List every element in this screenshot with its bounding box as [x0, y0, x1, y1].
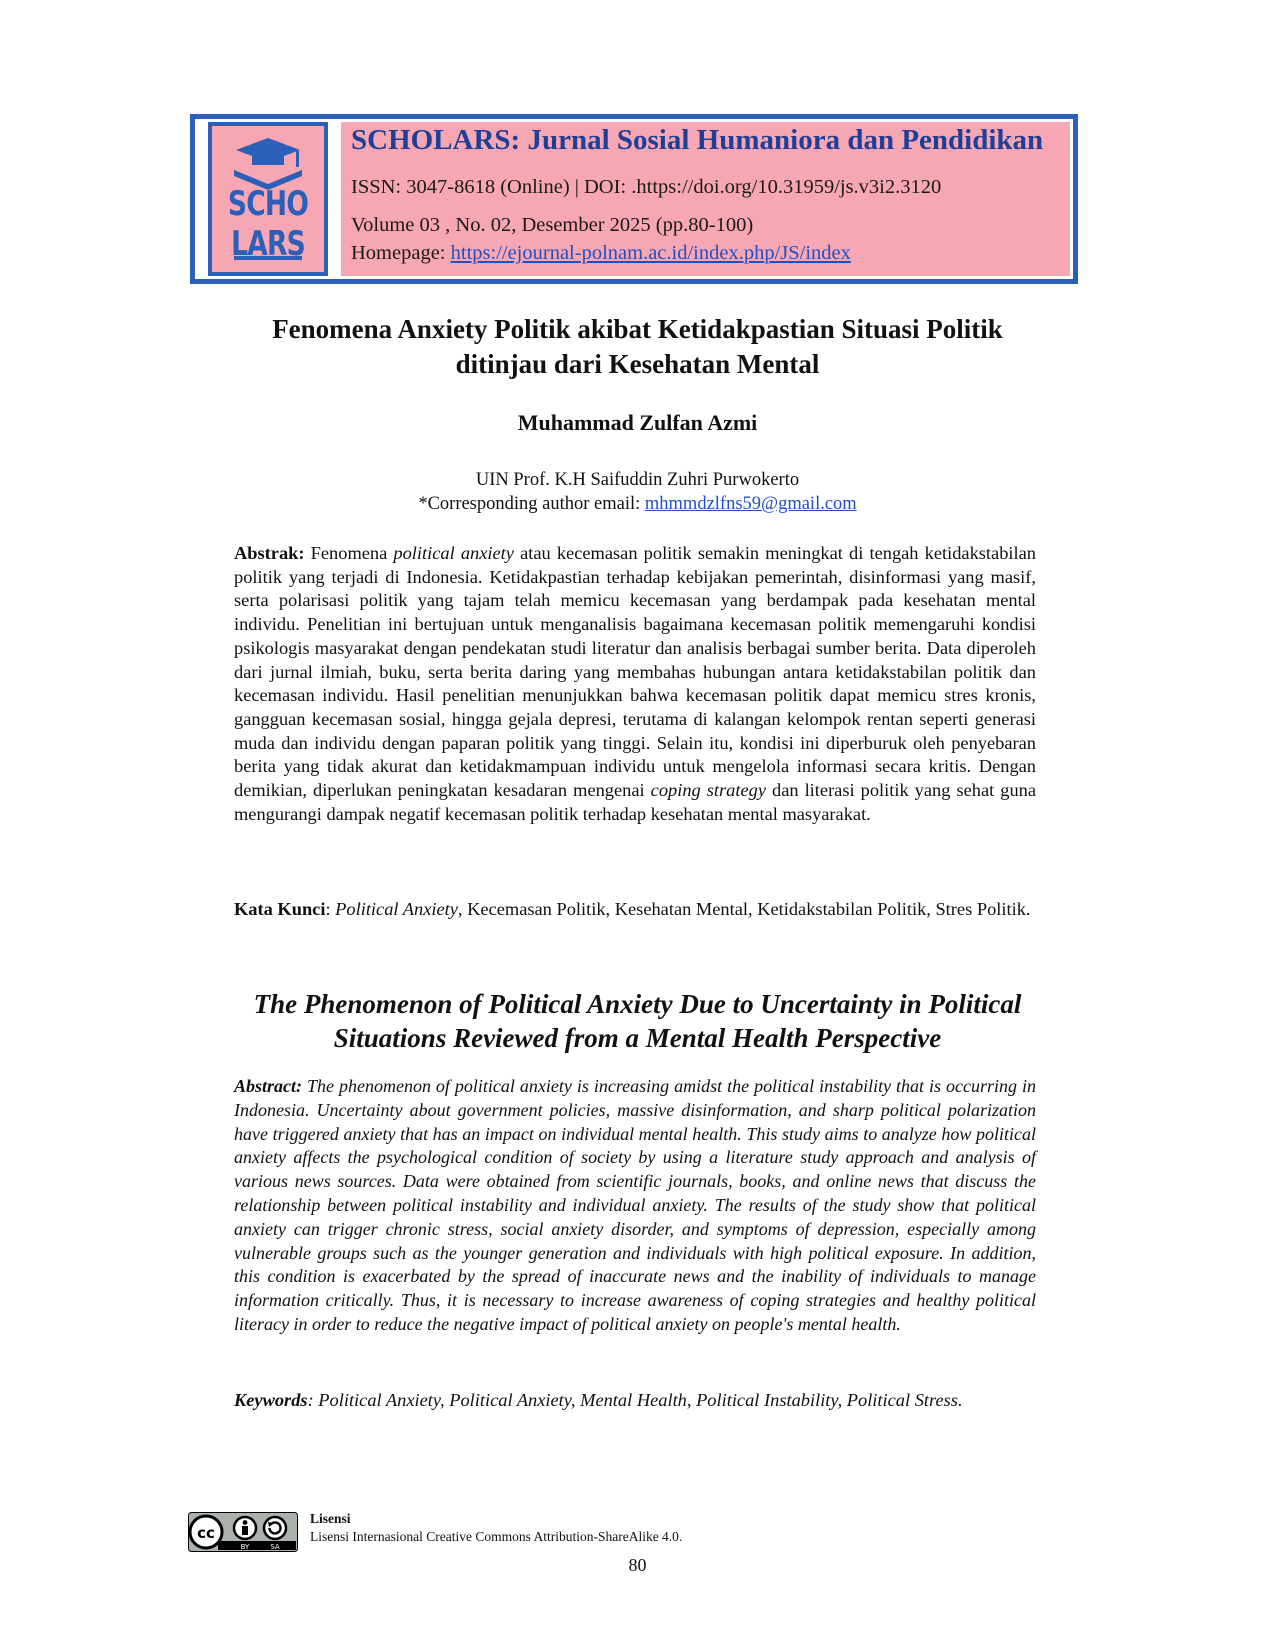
abstrak-italic-2: coping strategy	[650, 780, 766, 801]
homepage-label: Homepage:	[351, 242, 451, 264]
abstract-en-paragraph	[234, 1075, 1036, 1337]
abstract-en-label: Abstract:	[234, 1076, 303, 1096]
keywords-en-label: Keywords	[234, 1390, 308, 1410]
author-email-link[interactable]: mhmmdzlfns59@gmail.com	[644, 494, 857, 514]
share-alike-icon	[264, 1517, 286, 1539]
author-affiliation-block	[150, 468, 1125, 516]
affiliation: UIN Prof. K.H Saifuddin Zuhri Purwokerto	[475, 470, 800, 490]
abstrak-label: Abstrak:	[234, 543, 305, 563]
journal-banner	[190, 114, 1078, 284]
article-title-id-line2: ditinjau dari Kesehatan Mental	[455, 349, 820, 379]
homepage-link[interactable]: https://ejournal-polnam.ac.id/index.php/JS/index	[450, 242, 851, 264]
volume-info: Volume 03 , No. 02, Desember 2025 (pp.80-100)	[351, 214, 754, 236]
abstrak-italic-1: political anxiety	[393, 543, 514, 563]
journal-title: SCHOLARS: Jurnal Sosial Humaniora dan Pendidikan	[351, 124, 1044, 156]
banner-inner	[195, 119, 1073, 279]
abstract-en-text: The phenomenon of political anxiety is increasing amidst the political instability that is occurring in Indonesia. Uncertainty about government policies, massive disinformation, and sharp political polarization have triggered anxiety that has an impact on individual mental health. This study aims to analyze how political anxiety affects the psychological condition of society by using a literature study approach and analysis of various news sources. Data were obtained from scientific journals, books, and online news that discuss the relationship between political instability and individual anxiety. The results of the study show that political anxiety can trigger chronic stress, social anxiety disorder, and symptoms of depression, especially among vulnerable groups such as the younger generation and individuals with high political exposure. In addition, this condition is exacerbated by the spread of inaccurate news and the inability of individuals to manage information critically. Thus, it is necessary to increase awareness of coping strategies and healthy political literacy in order to reduce the negative impact of political anxiety on people's mental health.	[234, 1076, 1036, 1334]
license-text: Lisensi Internasional Creative Commons Attribution-ShareAlike 4.0.	[310, 1529, 683, 1544]
license-heading: Lisensi	[310, 1511, 351, 1526]
abstrak-paragraph	[234, 542, 1036, 826]
corresponding-email-line	[150, 492, 1125, 516]
keywords-en-paragraph	[234, 1389, 1036, 1413]
kata-kunci-paragraph	[234, 898, 1036, 922]
kata-kunci-label: Kata Kunci	[234, 899, 326, 919]
kata-kunci-text: , Kecemasan Politik, Kesehatan Mental, Ketidakstabilan Politik, Stres Politik.	[457, 899, 1031, 919]
logo-text-bottom: LARS	[231, 224, 305, 264]
logo-text-top: SCHO	[227, 184, 309, 224]
issn-doi: ISSN: 3047-8618 (Online) | DOI: .https://doi.org/10.31959/js.v3i2.3120	[351, 176, 942, 198]
email-label: *Corresponding author email:	[418, 494, 645, 514]
cc-by-sa-badge[interactable]	[188, 1512, 298, 1552]
article-title-en-line1: The Phenomenon of Political Anxiety Due to Uncertainty in Political	[253, 989, 1022, 1019]
page-number: 80	[628, 1555, 647, 1575]
keywords-en-text: : Political Anxiety, Political Anxiety, Mental Health, Political Instability, Political Stress.	[307, 1390, 963, 1410]
abstrak-text-2: atau kecemasan politik semakin meningkat di tengah ketidakstabilan politik yang terjadi di Indonesia. Ketidakpastian terhadap kebijakan pemerintah, disinformasi yang masif, serta polarisasi politik yang tajam telah memicu kecemasan yang berdampak pada kesehatan mental individu. Penelitian ini bertujuan untuk menganalisis bagaimana kecemasan politik memengaruhi kondisi psikologis masyarakat dengan pendekatan studi literatur dan analisis berbagai sumber berita. Data diperoleh dari jurnal ilmiah, buku, serta berita daring yang membahas hubungan antara ketidakstabilan politik dan kecemasan individu. Hasil penelitian menunjukkan bahwa kecemasan politik dapat memicu stres kronis, gangguan kecemasan sosial, hingga gejala depresi, terutama di kalangan kelompok rentan seperti generasi muda dan individu dengan paparan politik yang tinggi. Selain itu, kondisi ini diperburuk oleh penyebaran berita yang tidak akurat dan ketidakmampuan individu untuk mengelola informasi secara kritis. Dengan demikian, diperlukan peningkatan kesadaran mengenai	[234, 543, 1036, 801]
badge-by-label: BY	[240, 1543, 250, 1551]
article-title-id	[150, 312, 1125, 382]
abstrak-text-3: dan literasi politik yang sehat guna mengurangi dampak negatif kecemasan politik terhadap kesehatan mental masyarakat.	[234, 780, 1036, 824]
badge-sa-label: SA	[270, 1543, 280, 1551]
article-title-en-line2: Situations Reviewed from a Mental Health Perspective	[333, 1023, 942, 1053]
journal-logo	[208, 122, 328, 276]
article-title-en	[150, 987, 1125, 1055]
svg-text:cc: cc	[197, 1524, 215, 1542]
journal-info	[341, 122, 1070, 276]
article-title-id-line1: Fenomena Anxiety Politik akibat Ketidakpastian Situasi Politik	[272, 314, 1003, 344]
kata-kunci-italic: Political Anxiety	[335, 899, 458, 919]
homepage-line	[351, 242, 851, 265]
kata-kunci-colon: :	[325, 899, 336, 919]
author-name: Muhammad Zulfan Azmi	[517, 410, 758, 435]
abstrak-text-1: Fenomena	[304, 543, 394, 563]
